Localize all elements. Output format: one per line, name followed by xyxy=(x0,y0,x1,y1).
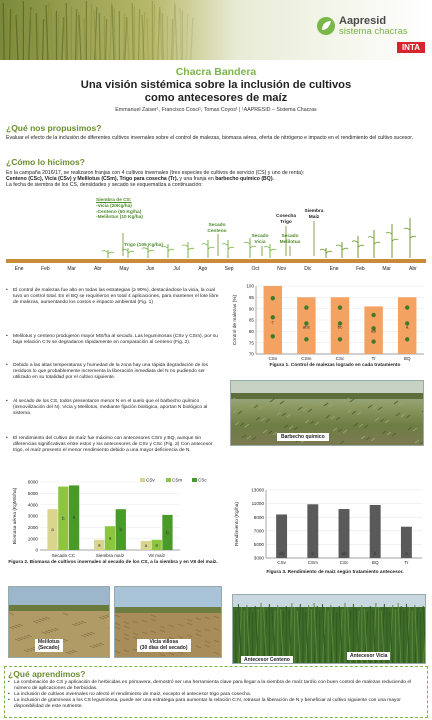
figure-3 xyxy=(226,484,430,584)
plant-icon xyxy=(271,296,275,300)
month-12: Ene xyxy=(329,266,339,272)
y-tick-label: 13000 xyxy=(251,487,264,493)
x-tick-CSm: CSm xyxy=(307,560,318,565)
plant-icon xyxy=(338,337,342,341)
y-axis-label: Control de malezas (%) xyxy=(233,294,238,346)
bullet-degradacion: • Debido a las altas temperaturas y humedad de la zona hay una rápida degradación de los residuos lo que probablemente incrementa la liberación inmediata del N no pudiendo ser utilizado en su totalidad por el cultivo siguiente. xyxy=(6,363,208,380)
bar-letter-CSc: ab xyxy=(341,551,347,556)
x-tick-Tr: Tr xyxy=(404,560,409,565)
y-tick-label: 6000 xyxy=(27,479,38,485)
month-1: Feb xyxy=(41,266,50,272)
plant-icon xyxy=(371,313,375,317)
section-aprendimos-title: ¿Qué aprendimos? xyxy=(8,669,86,679)
bar-letter: a xyxy=(51,527,54,533)
y-axis-label: Rendimiento (Kg/ha) xyxy=(235,502,240,546)
melilotus-label: Melilotus (Secado) xyxy=(35,639,63,652)
month-8: Sep xyxy=(224,266,234,272)
timeline xyxy=(0,196,432,280)
y-tick-label: 0 xyxy=(35,547,38,553)
plant-icon xyxy=(405,305,409,309)
legend-label-CSc: CSc xyxy=(198,477,207,483)
plant-icon xyxy=(304,305,308,309)
bar-letter: a xyxy=(97,542,101,548)
month-3: Abr xyxy=(93,266,102,272)
siembra-cs-box xyxy=(96,198,143,221)
month-15: Abr xyxy=(408,266,417,272)
x-tick-CSv: CSv xyxy=(268,356,278,361)
month-10: Nov xyxy=(277,266,287,272)
photo-barbecho-quimico xyxy=(230,380,424,446)
centeno-dose: -Centeno (50 Kg/ha) xyxy=(96,209,142,215)
melilotus-dose: -Melilotus (10 Kg/ha) xyxy=(96,215,143,221)
x-tick-BQ: BQ xyxy=(403,356,411,361)
bar-letter-CSv: ab xyxy=(279,551,285,556)
bar-letter: b xyxy=(119,527,123,533)
aapresid-logo xyxy=(316,14,426,38)
bar-letter-CSm: b xyxy=(311,551,315,556)
y-tick-label: 4000 xyxy=(27,502,38,508)
fig3-chart xyxy=(226,484,430,570)
corn-antecesor-image xyxy=(233,595,426,664)
y-tick-label: 75 xyxy=(248,340,254,346)
aprendimos-bullet-3: • La inclusión de gramíneas a los CS leguminosa, puede ser una estrategia para aumentar la relación C:N, retrasar la liberación de N y beneficiar al cultivo siguiente con una mayor disponibilidad de este nutriente. xyxy=(8,698,401,709)
aprendimos-bullet-1: • La combinación de CS y aplicación de herbicidas en primavera, demostró ser una herramienta clave para llegar a la siembra de maíz tardío con buen control de malezas reduciendo el número de aplicaciones de herbicidas. xyxy=(8,680,412,691)
bar-letter: a xyxy=(155,542,158,548)
plant-icon xyxy=(371,339,375,343)
month-6: Jul xyxy=(173,266,180,272)
title-line-2: como antecesores de maíz xyxy=(144,91,288,104)
month-4: May xyxy=(119,266,129,272)
months-row xyxy=(6,266,426,274)
section-propusimos-text: Evaluar el efecto de la inclusión de diferentes cultivos invernales sobre el control de malezas, biomasa aérea, oferta de nitrógeno e impacto en el rendimiento del cultivo sucesor. xyxy=(6,135,414,141)
bar-letter: b xyxy=(62,515,65,521)
bar-letter: b xyxy=(72,515,76,521)
plant-icon xyxy=(271,334,275,338)
bar-letter-CSc: bc xyxy=(337,324,343,330)
y-tick-label: 70 xyxy=(248,351,254,357)
bar-letter: b xyxy=(166,529,169,535)
bullet-biomasa: • Melilotus y centeno produjeron mayor MS/ha al secado. Las leguminosas (CSv y CSm), por su baja relación C:N se degradaron rápidamente en comparación al centeno (Fig. 2). xyxy=(6,334,218,345)
y-tick-label: 3000 xyxy=(27,513,38,519)
fig3-caption: Figura 3. Rendimiento de maíz según tratamiento antecesor. xyxy=(266,570,404,575)
month-2: Mar xyxy=(67,266,76,272)
bar-letter-CSm: abc xyxy=(302,324,311,330)
y-tick-label: 7000 xyxy=(253,528,264,534)
section-propusimos-title: ¿Qué nos propusimos? xyxy=(6,123,102,133)
bullet-rendimiento: • El rendimiento del cultivo de maíz fue máximo con antecesores CSm y BQ, aunque sin diferencias significativas entre estos y los antecesores de CSv y CSc (Fig. 3) Con antecesor trigo, el maíz presento el menor rendimiento debido a una mayor deficiencia de N. xyxy=(6,436,213,453)
vicia-dose: -Vicia (20Kg/ha) xyxy=(96,203,132,209)
fig2-caption: Figura 2. Biomasa de cultivos invernales al secado de los CS, a la siembra y en V8 del maíz. xyxy=(8,560,218,565)
photo-antecesores xyxy=(232,594,426,664)
y-tick-label: 2000 xyxy=(27,524,38,530)
x-tick-2: V8 maíz xyxy=(148,553,166,558)
month-7: Ago xyxy=(198,266,208,272)
bar-letter-BQ: a xyxy=(405,324,409,330)
x-tick-CSc: CSc xyxy=(339,560,349,565)
antecesor-centeno-label: Antecesor Centeno xyxy=(241,656,293,664)
fig1-caption: Figura 1. Control de malezas logrado en cada tratamiento xyxy=(269,363,401,368)
trigo-dose: Trigo (105 Kg/ha) xyxy=(124,243,163,248)
photo-vicia xyxy=(114,586,222,658)
plant-icon xyxy=(304,337,308,341)
bar-letter-BQ: b xyxy=(373,551,377,556)
aapresid-leaf-icon xyxy=(316,16,336,36)
month-5: Jun xyxy=(146,266,155,272)
fig2-chart xyxy=(6,476,220,562)
x-tick-1: Siembra maíz xyxy=(95,553,125,558)
y-tick-label: 5000 xyxy=(253,542,264,547)
month-9: Oct xyxy=(251,266,260,272)
bar-letter: a xyxy=(144,542,148,548)
month-14: Mar xyxy=(382,266,391,272)
brand-name: Aapresid xyxy=(339,15,387,27)
hicimos-p1: En la campaña 2016/17, se realizaron franjas con 4 cultivos invernales (tres especies de cultivos de servicio (CS) y uno de renta): xyxy=(6,170,305,176)
vicia-label: Vicia villosa (30 días del secado) xyxy=(137,639,191,652)
section-hicimos-title: ¿Cómo lo hicimos? xyxy=(6,157,85,167)
y-tick-label: 80 xyxy=(248,328,254,334)
fig1-chart xyxy=(226,282,430,364)
barbecho-label: Barbecho químico xyxy=(277,433,329,441)
y-tick-label: 9000 xyxy=(253,514,264,520)
y-tick-label: 95 xyxy=(248,294,254,300)
secado-centeno: Secado Centeno xyxy=(207,223,227,234)
hicimos-p2-normal: y una franja en xyxy=(178,176,216,183)
bullet-nitrogeno: • Al secado de los CS, todos presentaron menor N en el suelo que el barbecho químico (inmovilización del N). Vicia y Melilotus, mediante fijación biológica, aportan N biológico al sistema. xyxy=(6,399,208,416)
plant-icon xyxy=(405,337,409,341)
y-tick-label: 85 xyxy=(248,317,254,323)
x-tick-CSm: CSm xyxy=(301,356,312,361)
bar-letter-Tr: ab xyxy=(371,328,377,334)
legend-swatch-CSv xyxy=(140,478,145,482)
legend-swatch-CSc xyxy=(192,478,197,482)
authors: Emmanuel Zaiser¹, Francisco Cosci¹, Tomas Coyos¹ | ¹AAPRESID – Sistema Chacras xyxy=(115,107,317,113)
figure-2 xyxy=(6,476,220,576)
bar-letter-CSv: c xyxy=(271,319,274,325)
siembra-maiz: Siembra Maíz xyxy=(304,209,324,220)
x-tick-CSc: CSc xyxy=(335,356,345,361)
month-13: Feb xyxy=(356,266,365,272)
y-tick-label: 100 xyxy=(246,283,254,289)
x-tick-Tr: Tr xyxy=(371,356,376,361)
bar-letter-Tr: a xyxy=(405,551,408,556)
aprendimos-box xyxy=(4,666,428,718)
hicimos-p3: La fecha de siembra de los CS, densidades y secado se esquematiza a continuación: xyxy=(6,182,203,189)
section-hicimos-text xyxy=(6,170,426,188)
bar-CSm xyxy=(307,504,318,558)
bullet-malezas: • El control de malezas fue alto en todas las estrategias (≥ 90%), destacándose la vicia, la cual tuvo un control total. En el BQ se requirieron en total 4 aplicaciones, para mantener el lote libre de malezas, aumentando los costos e impacto ambiental (Fig. 1) xyxy=(6,288,219,305)
kicker-title: Chacra Bandera xyxy=(175,66,257,78)
bar-letter: a xyxy=(108,535,112,541)
page-title xyxy=(0,79,432,104)
inta-logo xyxy=(396,41,426,54)
y-tick-label: 3000 xyxy=(253,555,264,561)
y-axis-label: Biomasa aérea (KgMS/ha) xyxy=(13,487,18,545)
y-tick-label: 11000 xyxy=(251,501,264,507)
legend-swatch-CSm xyxy=(166,478,171,482)
title-line-1: Una visión sistémica sobre la inclusión de cultivos xyxy=(80,79,352,91)
photo-melilotus xyxy=(8,586,110,658)
siembra-cs-label: Siembra de CS: xyxy=(96,198,132,203)
month-0: Ene xyxy=(14,266,24,272)
x-tick-BQ: BQ xyxy=(371,560,379,565)
legend-label-CSm: CSm xyxy=(172,477,183,483)
brand-sub: sistema chacras xyxy=(339,26,408,37)
month-11: Dic xyxy=(304,266,312,272)
y-tick-label: 90 xyxy=(248,306,254,312)
aprendimos-bullet-2: • La inclusión de cultivos invernales no afectó el rendimiento de maíz, excepto el antecesor trigo para cosecha. xyxy=(8,692,252,697)
secado-melilotus: Secado Melilotus xyxy=(279,234,301,245)
plant-icon xyxy=(338,305,342,309)
y-tick-label: 1000 xyxy=(27,536,38,542)
x-tick-CSv: CSv xyxy=(277,560,286,565)
hicimos-p2-bold2: barbecho químico (BQ). xyxy=(215,176,274,183)
legend-label-CSv: CSv xyxy=(146,477,155,483)
inta-label: INTA xyxy=(401,43,421,52)
figure-1 xyxy=(226,282,430,372)
y-tick-label: 5000 xyxy=(27,490,38,496)
antecesor-vicia-label: Antecesor Vicia xyxy=(347,652,390,660)
hicimos-p2-bold1: Centeno (CSc), Vicia (CSv) y Melilotus (CSm), Trigo para cosecha (Tr), xyxy=(6,176,178,183)
x-tick-0: Secado CC xyxy=(51,553,76,558)
secado-vicia: Secado Vicia xyxy=(251,234,269,245)
cosecha-trigo: Cosecha Trigo xyxy=(276,214,296,225)
